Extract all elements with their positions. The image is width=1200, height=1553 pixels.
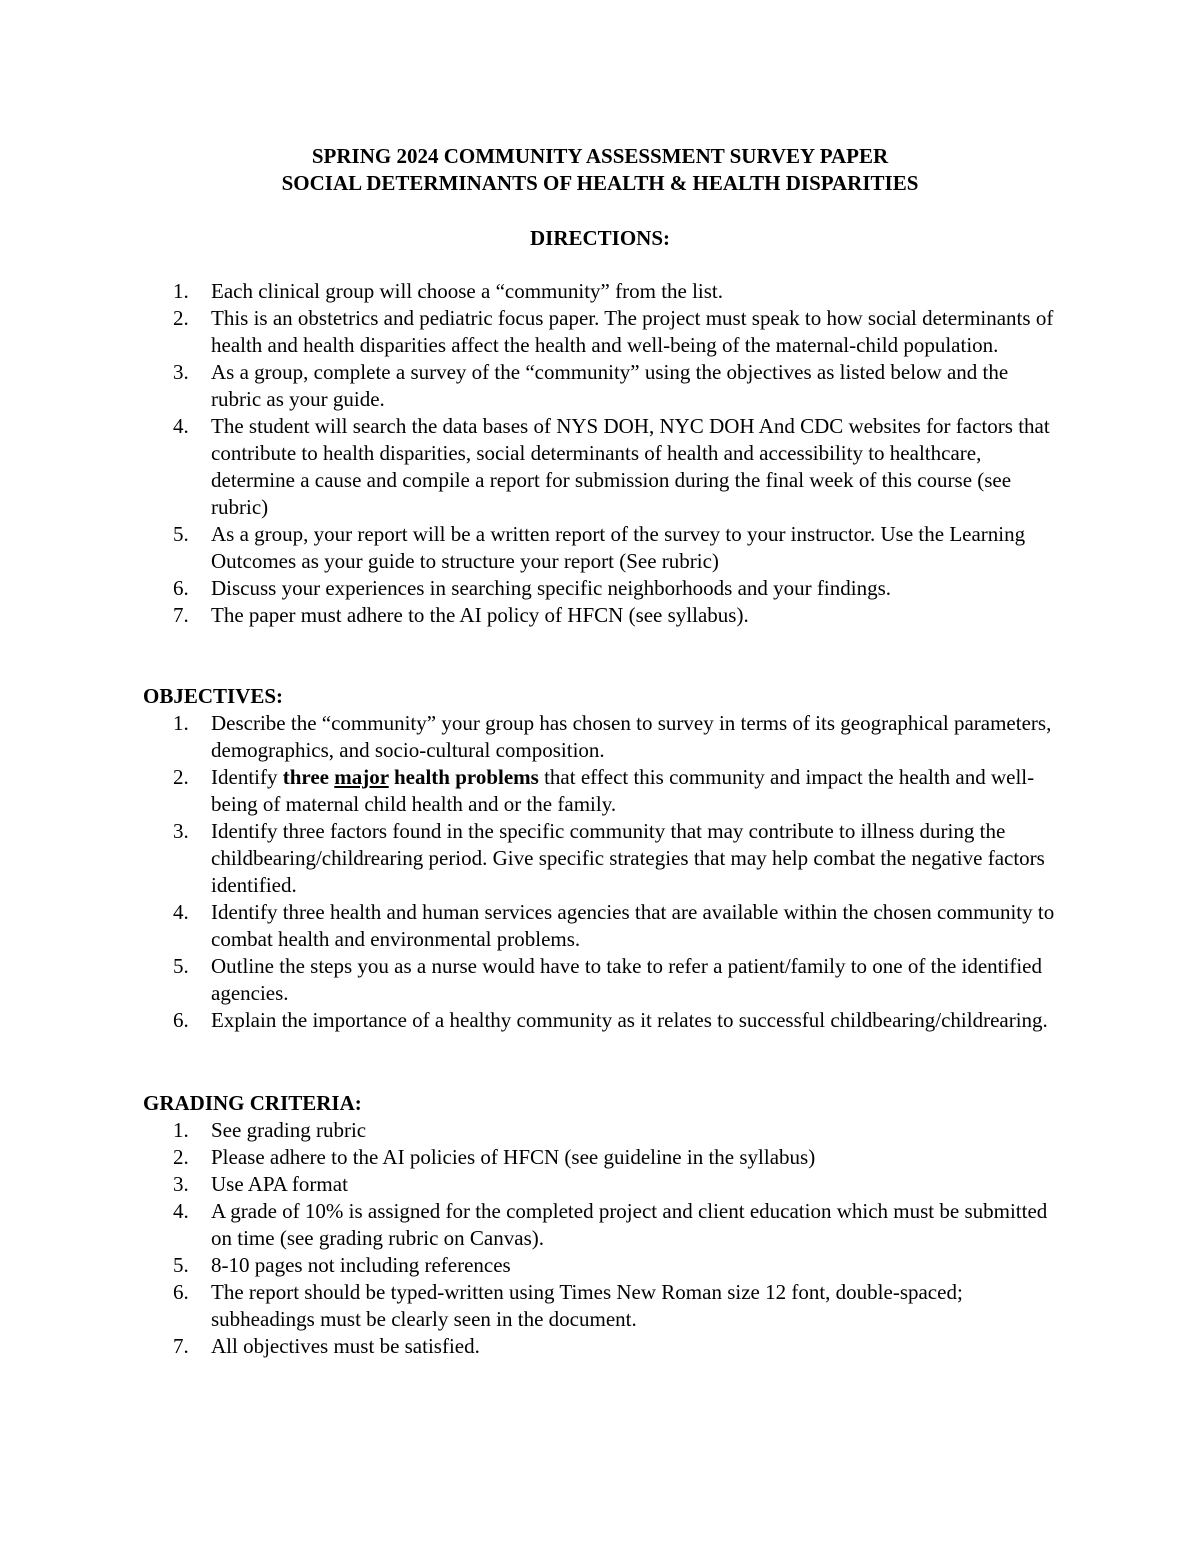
list-item xyxy=(143,953,1063,1007)
list-number: 2. xyxy=(173,306,189,330)
objectives-list xyxy=(143,710,1063,1034)
list-item xyxy=(143,575,1063,602)
list-number: 2. xyxy=(173,1145,189,1169)
list-number: 5. xyxy=(173,1253,189,1277)
list-item xyxy=(143,1144,1063,1171)
list-item-text: As a group, complete a survey of the “community” using the objectives as listed below and the rubric as your guide. xyxy=(211,360,1009,411)
document-title-line-1: SPRING 2024 COMMUNITY ASSESSMENT SURVEY PAPER xyxy=(311,144,889,168)
list-item-text: Identify three health and human services agencies that are available within the chosen community to combat health and environmental problems. xyxy=(211,900,1055,951)
list-item-text-suffix: that effect this community and impact the health and well-being of maternal child health and or the family. xyxy=(211,765,1035,816)
list-number: 5. xyxy=(173,522,189,546)
list-number: 3. xyxy=(173,1172,189,1196)
list-number: 1. xyxy=(173,711,189,735)
list-item xyxy=(143,1198,1063,1252)
emphasis-underlined-text: major xyxy=(334,765,389,789)
list-item xyxy=(143,1333,1063,1360)
list-item xyxy=(143,899,1063,953)
list-number: 3. xyxy=(173,360,189,384)
list-item-text: See grading rubric xyxy=(211,1118,367,1142)
list-number: 1. xyxy=(173,1118,189,1142)
list-item-text: Describe the “community” your group has chosen to survey in terms of its geographical parameters, demographics, and socio-cultural composition. xyxy=(211,711,1052,762)
list-item xyxy=(143,818,1063,899)
list-item-text: Discuss your experiences in searching specific neighborhoods and your findings. xyxy=(211,576,891,600)
list-item xyxy=(143,764,1063,818)
list-number: 7. xyxy=(173,1334,189,1358)
list-item xyxy=(143,521,1063,575)
list-number: 6. xyxy=(173,1008,189,1032)
list-item-text-prefix: Identify xyxy=(211,765,283,789)
list-number: 1. xyxy=(173,279,189,303)
list-item-text: Explain the importance of a healthy community as it relates to successful childbearing/childrearing. xyxy=(211,1008,1048,1032)
list-item-text: As a group, your report will be a written report of the survey to your instructor. Use the Learning Outcomes as your guide to structure your report (See rubric) xyxy=(211,522,1026,573)
list-item-text: Identify three factors found in the specific community that may contribute to illness during the childbearing/childrearing period. Give specific strategies that may help combat the negative factors identified. xyxy=(211,819,1045,897)
list-item xyxy=(143,1279,1063,1333)
list-item-text: This is an obstetrics and pediatric focus paper. The project must speak to how social determinants of health and health disparities affect the health and well-being of the maternal-child population. xyxy=(211,306,1054,357)
list-number: 4. xyxy=(173,414,189,438)
list-item xyxy=(143,710,1063,764)
list-item-text: Each clinical group will choose a “community” from the list. xyxy=(211,279,724,303)
list-item xyxy=(143,278,1063,305)
objectives-heading: OBJECTIVES: xyxy=(143,684,284,708)
list-number: 2. xyxy=(173,765,189,789)
list-item xyxy=(143,1171,1063,1198)
list-item xyxy=(143,1007,1063,1034)
emphasis-text: health problems xyxy=(388,765,539,789)
list-number: 7. xyxy=(173,603,189,627)
directions-list xyxy=(143,278,1063,629)
directions-heading: DIRECTIONS: xyxy=(529,226,671,250)
list-item-text: The student will search the data bases of NYS DOH, NYC DOH And CDC websites for factors that contribute to health disparities, social determinants of health and accessibility to healthcare, determine a cause and compile a report for submission during the final week of this course (see rubric) xyxy=(211,414,1050,519)
list-number: 6. xyxy=(173,576,189,600)
list-number: 4. xyxy=(173,1199,189,1223)
list-number: 3. xyxy=(173,819,189,843)
grading-criteria-heading: GRADING CRITERIA: xyxy=(143,1091,362,1115)
list-item-text: All objectives must be satisfied. xyxy=(211,1334,480,1358)
list-item-text: 8-10 pages not including references xyxy=(211,1253,511,1277)
list-item xyxy=(143,359,1063,413)
emphasis-text: three xyxy=(282,765,335,789)
list-number: 6. xyxy=(173,1280,189,1304)
list-item-text: Please adhere to the AI policies of HFCN (see guideline in the syllabus) xyxy=(211,1145,816,1169)
list-item xyxy=(143,602,1063,629)
list-item-text: Outline the steps you as a nurse would have to take to refer a patient/family to one of the identified agencies. xyxy=(211,954,1042,1005)
list-item-text: The report should be typed-written using Times New Roman size 12 font, double-spaced; subheadings must be clearly seen in the document. xyxy=(211,1280,963,1331)
list-item-text: Use APA format xyxy=(211,1172,348,1196)
list-item xyxy=(143,413,1063,521)
list-item xyxy=(143,305,1063,359)
list-item-text: The paper must adhere to the AI policy of HFCN (see syllabus). xyxy=(211,603,749,627)
list-number: 5. xyxy=(173,954,189,978)
list-item xyxy=(143,1117,1063,1144)
grading-criteria-list xyxy=(143,1117,1063,1360)
document-title-line-2: SOCIAL DETERMINANTS OF HEALTH & HEALTH DISPARITIES xyxy=(281,171,919,195)
list-item xyxy=(143,1252,1063,1279)
list-number: 4. xyxy=(173,900,189,924)
list-item-text: A grade of 10% is assigned for the completed project and client education which must be submitted on time (see grading rubric on Canvas). xyxy=(211,1199,1048,1250)
